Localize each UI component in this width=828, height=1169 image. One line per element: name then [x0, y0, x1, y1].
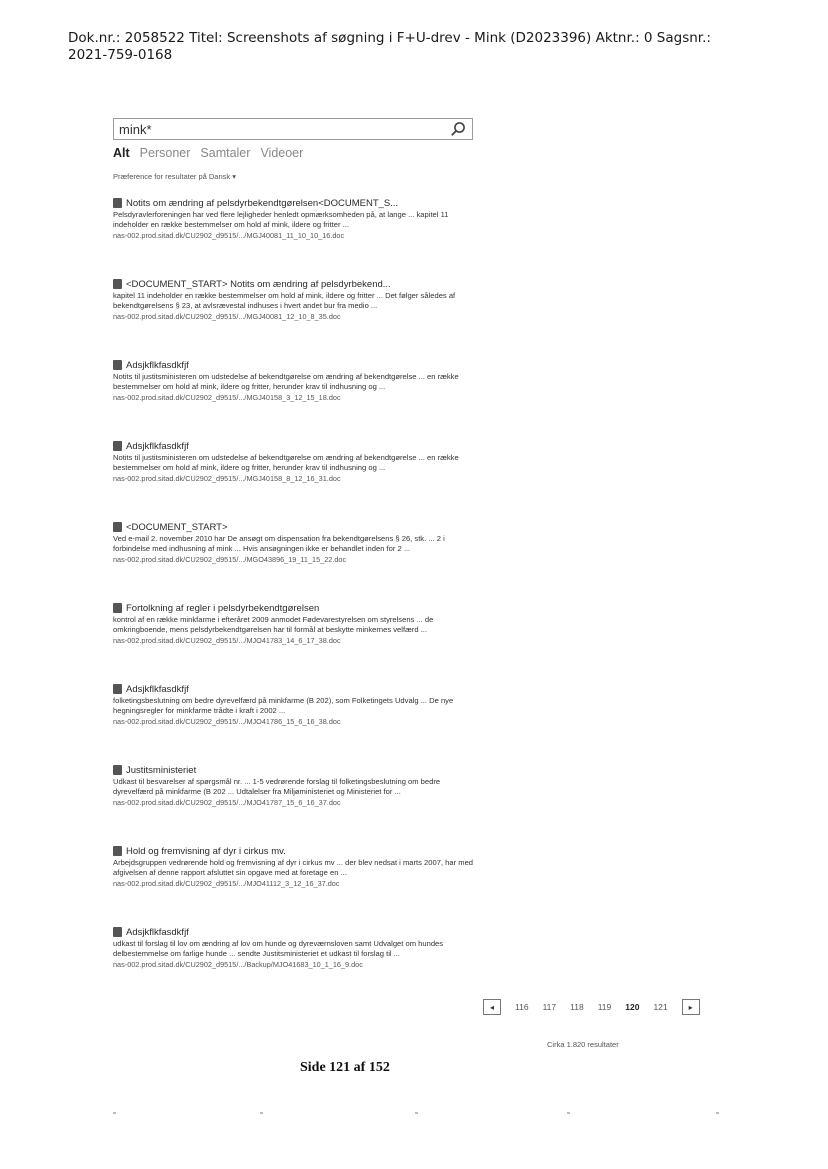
word-document-icon — [113, 927, 122, 937]
page-link[interactable]: 118 — [570, 1002, 584, 1012]
next-page-button[interactable]: ▸ — [682, 999, 700, 1015]
result-url: nas-002.prod.sitad.dk/CU2902_d9515/.../MJO41786_15_6_16_38.doc — [113, 717, 341, 727]
result-url: nas-002.prod.sitad.dk/CU2902_d9515/.../MJO41112_3_12_16_37.doc — [113, 879, 340, 889]
tab-people[interactable]: Personer — [139, 146, 191, 160]
previous-page-button[interactable]: ◂ — [483, 999, 501, 1015]
document-header-line1: Dok.nr.: 2058522 Titel: Screenshots af søgning i F+U-drev - Mink (D2023396) Aktnr.: 0 Sagsnr.: — [68, 30, 711, 46]
word-document-icon — [113, 279, 122, 289]
result-title[interactable]: Hold og fremvisning af dyr i cirkus mv. — [113, 845, 479, 857]
result-title[interactable]: <DOCUMENT_START> Notits om ændring af pelsdyrbekend... — [113, 278, 479, 290]
scan-dot — [567, 1112, 570, 1114]
current-page: 120 — [625, 1002, 640, 1012]
result-item — [113, 764, 479, 845]
result-title[interactable]: Notits om ændring af pelsdyrbekendtgørelsen<DOCUMENT_S... — [113, 197, 479, 209]
page-link[interactable]: 121 — [653, 1002, 668, 1012]
result-title[interactable]: Adsjkflkfasdkfjf — [113, 926, 479, 938]
language-preference[interactable]: Præference for resultater på Dansk ▾ — [113, 172, 236, 181]
document-header-line2: 2021-759-0168 — [68, 47, 173, 63]
result-url: nas-002.prod.sitad.dk/CU2902_d9515/.../MGJ40081_12_10_8_35.doc — [113, 312, 341, 322]
document-header — [68, 30, 808, 64]
result-item — [113, 440, 479, 521]
result-item — [113, 845, 479, 926]
result-item — [113, 359, 479, 440]
result-snippet: udkast til forslag til lov om ændring af lov om hunde og dyreværnsloven samt Udvalget om hundes delbestemmelse om farlige hunde ... sendte Justitsministeriet et udkast til forslag til ... — [113, 939, 444, 958]
result-title[interactable]: Fortolkning af regler i pelsdyrbekendtgørelsen — [113, 602, 479, 614]
result-snippet: Notits til justitsministeren om udstedelse af bekendtgørelse om ændring af bekendtgørelse ... en række bestemmelser om hold af mink, ildere og fritter, herunder krav til indhusning og ... — [113, 372, 459, 391]
result-snippet: Pelsdyravlerforeningen har ved flere lejligheder henledt opmærksomheden på, at lange ... kapitel 11 indeholder en række bestemmelser om hold af mink, ildere og fritter ... — [113, 210, 449, 229]
word-document-icon — [113, 846, 122, 856]
result-item — [113, 926, 479, 1007]
word-document-icon — [113, 684, 122, 694]
result-snippet: Notits til justitsministeren om udstedelse af bekendtgørelse om ændring af bekendtgørelse ... en række bestemmelser om hold af mink, ildere og fritter, herunder krav til indhusning og ... — [113, 453, 459, 472]
result-url: nas-002.prod.sitad.dk/CU2902_d9515/.../MGO43896_19_11_15_22.doc — [113, 555, 347, 565]
search-tabs — [113, 146, 303, 160]
word-document-icon — [113, 765, 122, 775]
scan-dot — [415, 1112, 418, 1114]
result-item — [113, 521, 479, 602]
page-footer: Side 121 af 152 — [300, 1060, 390, 1075]
result-title[interactable]: Adsjkflkfasdkfjf — [113, 440, 479, 452]
result-snippet: kontrol af en række minkfarme i efteråret 2009 anmodet Fødevarestyrelsen om styrelsens ... de omkringboende, mens pelsdyrbekendtgørelsen har til formål at beskytte minkernes velfærd ... — [113, 615, 434, 634]
result-item — [113, 602, 479, 683]
result-snippet: kapitel 11 indeholder en række bestemmelser om hold af mink, ildere og fritter ... Det følger således af bekendtgørelsens § 23, at avlsrævestal indhuses i hvert andet bur fra medio ... — [113, 291, 456, 310]
result-count: Cirka 1.820 resultater — [547, 1040, 619, 1049]
result-title[interactable]: <DOCUMENT_START> — [113, 521, 479, 533]
result-item — [113, 683, 479, 764]
result-snippet: Udkast til besvarelser af spørgsmål nr. ... 1-5 vedrørende forslag til folketingsbeslutning om bedre dyrevelfærd på minkfarme (B 202 ... Udtalelser fra Miljøministeriet og Ministeriet for ... — [113, 777, 441, 796]
result-item — [113, 197, 479, 278]
word-document-icon — [113, 360, 122, 370]
scan-dot — [260, 1112, 263, 1114]
word-document-icon — [113, 441, 122, 451]
result-url: nas-002.prod.sitad.dk/CU2902_d9515/.../MGJ40158_8_12_16_31.doc — [113, 474, 341, 484]
result-url: nas-002.prod.sitad.dk/CU2902_d9515/.../MJO41787_15_6_16_37.doc — [113, 798, 341, 808]
search-input[interactable] — [113, 118, 473, 140]
tab-videos[interactable]: Videoer — [260, 146, 304, 160]
search-query[interactable]: mink* — [119, 121, 152, 137]
tab-conversations[interactable]: Samtaler — [200, 146, 251, 160]
result-snippet: folketingsbeslutning om bedre dyrevelfærd på minkfarme (B 202), som Folketingets Udvalg ... De nye hegningsregler for minkfarme trådte i kraft i 2002 ... — [113, 696, 454, 715]
pagination — [483, 999, 700, 1015]
word-document-icon — [113, 198, 122, 208]
word-document-icon — [113, 603, 122, 613]
scan-dot — [716, 1112, 719, 1114]
result-title[interactable]: Adsjkflkfasdkfjf — [113, 683, 479, 695]
results-list — [113, 197, 479, 1007]
page-link[interactable]: 116 — [515, 1002, 529, 1012]
scan-dot — [113, 1112, 116, 1114]
result-title[interactable]: Adsjkflkfasdkfjf — [113, 359, 479, 371]
result-url: nas-002.prod.sitad.dk/CU2902_d9515/.../Backup/MJO41683_10_1_16_9.doc — [113, 960, 363, 970]
tab-all[interactable]: Alt — [113, 146, 130, 160]
word-document-icon — [113, 522, 122, 532]
result-url: nas-002.prod.sitad.dk/CU2902_d9515/.../MGJ40158_3_12_15_18.doc — [113, 393, 341, 403]
result-item — [113, 278, 479, 359]
result-snippet: Arbejdsgruppen vedrørende hold og fremvisning af dyr i cirkus mv ... der blev nedsat i marts 2007, har med afgivelsen af denne rapport afsluttet sin opgave med at foretage en ... — [113, 858, 474, 877]
result-title[interactable]: Justitsministeriet — [113, 764, 479, 776]
result-url: nas-002.prod.sitad.dk/CU2902_d9515/.../MJO41783_14_6_17_38.doc — [113, 636, 341, 646]
search-icon[interactable] — [450, 121, 466, 137]
result-url: nas-002.prod.sitad.dk/CU2902_d9515/.../MGJ40081_11_10_10_16.doc — [113, 231, 345, 241]
result-snippet: Ved e-mail 2. november 2010 har De ansøgt om dispensation fra bekendtgørelsens § 26, stk. ... 2 i forbindelse med indhusning af mink ... Hvis ansøgningen ikke er behandlet inden for 2 ... — [113, 534, 445, 553]
page-link[interactable]: 117 — [542, 1002, 557, 1012]
page-link[interactable]: 119 — [597, 1002, 612, 1012]
